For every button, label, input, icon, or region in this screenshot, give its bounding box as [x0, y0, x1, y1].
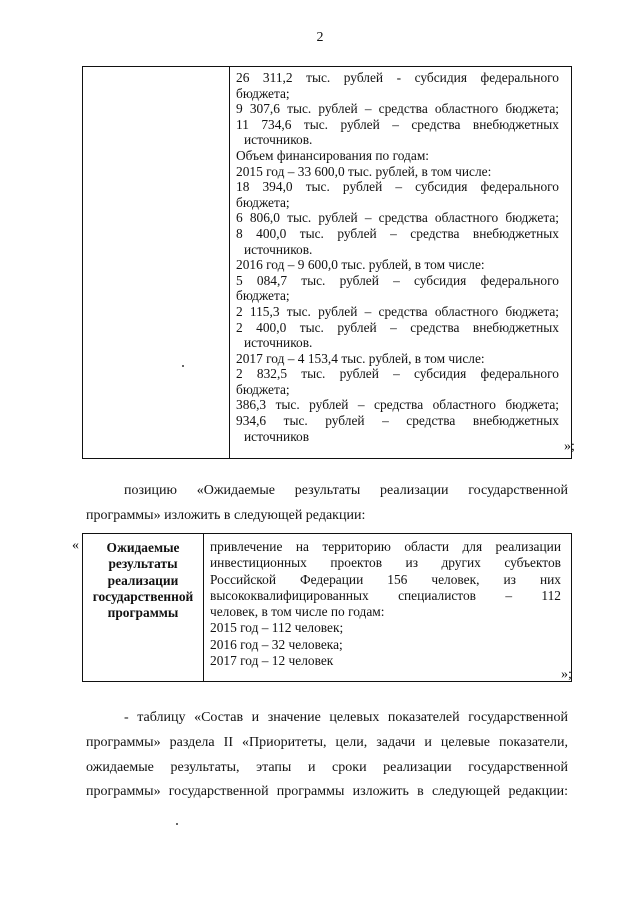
funding-line: 2015 год – 33 600,0 тыс. рублей, в том числе: — [236, 163, 492, 179]
header-line: реализации — [107, 572, 179, 588]
funding-line: 2 400,0 тыс. рублей – средства внебюджетных — [236, 319, 559, 335]
funding-table-label-cell — [83, 67, 230, 459]
funding-line: Объем финансирования по годам: — [236, 147, 430, 163]
funding-line: бюджета; — [236, 288, 290, 304]
paragraph-line: позицию «Ожидаемые результаты реализации государственной — [124, 483, 568, 498]
paragraph-targets-table — [86, 706, 568, 805]
results-line: инвестиционных проектов из других субъектов — [210, 555, 561, 571]
paragraph-line: - таблицу «Состав и значение целевых показателей государственной — [124, 710, 568, 725]
scan-speck — [182, 365, 184, 367]
paragraph-line: программы» изложить в следующей редакции: — [86, 507, 366, 523]
results-line: человек, в том числе по годам: — [210, 604, 385, 620]
funding-table — [82, 66, 572, 459]
funding-line: 8 400,0 тыс. рублей – средства внебюджетных — [236, 225, 559, 241]
header-line: результаты — [108, 556, 178, 572]
results-line: высококвалифицированных специалистов – 112 — [210, 587, 561, 603]
funding-line: 2 115,3 тыс. рублей – средства областного бюджета; — [236, 303, 559, 319]
funding-line: источников. — [244, 241, 313, 257]
page-number: 2 — [316, 30, 324, 45]
funding-line: 18 394,0 тыс. рублей – субсидия федерального — [236, 179, 559, 195]
funding-line: 11 734,6 тыс. рублей – средства внебюджетных — [236, 116, 559, 132]
opening-quote: « — [72, 538, 79, 553]
scan-speck — [176, 823, 178, 825]
funding-line: 9 307,6 тыс. рублей – средства областного бюджета; — [236, 101, 559, 117]
funding-line: источников. — [244, 335, 313, 351]
funding-line: источников — [244, 428, 310, 444]
results-line: 2016 год – 32 человека; — [210, 636, 343, 652]
funding-line: 6 806,0 тыс. рублей – средства областного бюджета; — [236, 210, 559, 226]
results-table-header-cell — [83, 534, 204, 682]
closing-quote: »; — [564, 439, 575, 454]
funding-line: источников. — [244, 132, 313, 148]
funding-line: 2017 год – 4 153,4 тыс. рублей, в том числе: — [236, 350, 485, 366]
funding-line: бюджета; — [236, 381, 290, 397]
header-line: программы — [107, 605, 179, 621]
funding-table-content-cell — [230, 67, 572, 459]
header-line: Ожидаемые — [106, 540, 180, 555]
results-table-content-cell — [204, 534, 572, 682]
closing-quote: »; — [561, 667, 572, 682]
paragraph-line: программы» государственной программы изложить в следующей редакции: — [86, 784, 568, 800]
funding-line: 26 311,2 тыс. рублей - субсидия федерального — [236, 70, 559, 85]
header-line: государственной — [92, 588, 194, 604]
paragraph-line: программы» раздела II «Приоритеты, цели, задачи и целевые показатели, — [86, 734, 568, 750]
funding-line: бюджета; — [236, 85, 290, 101]
funding-line: 5 084,7 тыс. рублей – субсидия федерального — [236, 272, 559, 288]
funding-line: 2016 год – 9 600,0 тыс. рублей, в том числе: — [236, 257, 485, 273]
paragraph-position-results — [86, 479, 568, 529]
results-table — [82, 533, 572, 682]
results-line: привлечение на территорию области для реализации — [210, 539, 561, 554]
funding-line: бюджета; — [236, 194, 290, 210]
funding-line: 934,6 тыс. рублей – средства внебюджетных — [236, 413, 559, 429]
results-line: 2017 год – 12 человек — [210, 653, 334, 669]
results-line: 2015 год – 112 человек; — [210, 620, 344, 636]
funding-line: 386,3 тыс. рублей – средства областного бюджета; — [236, 397, 559, 413]
results-line: Российской Федерации 156 человек, из них — [210, 571, 561, 587]
paragraph-line: ожидаемые результаты, этапы и сроки реализации государственной — [86, 759, 568, 775]
funding-line: 2 832,5 тыс. рублей – субсидия федерального — [236, 366, 559, 382]
